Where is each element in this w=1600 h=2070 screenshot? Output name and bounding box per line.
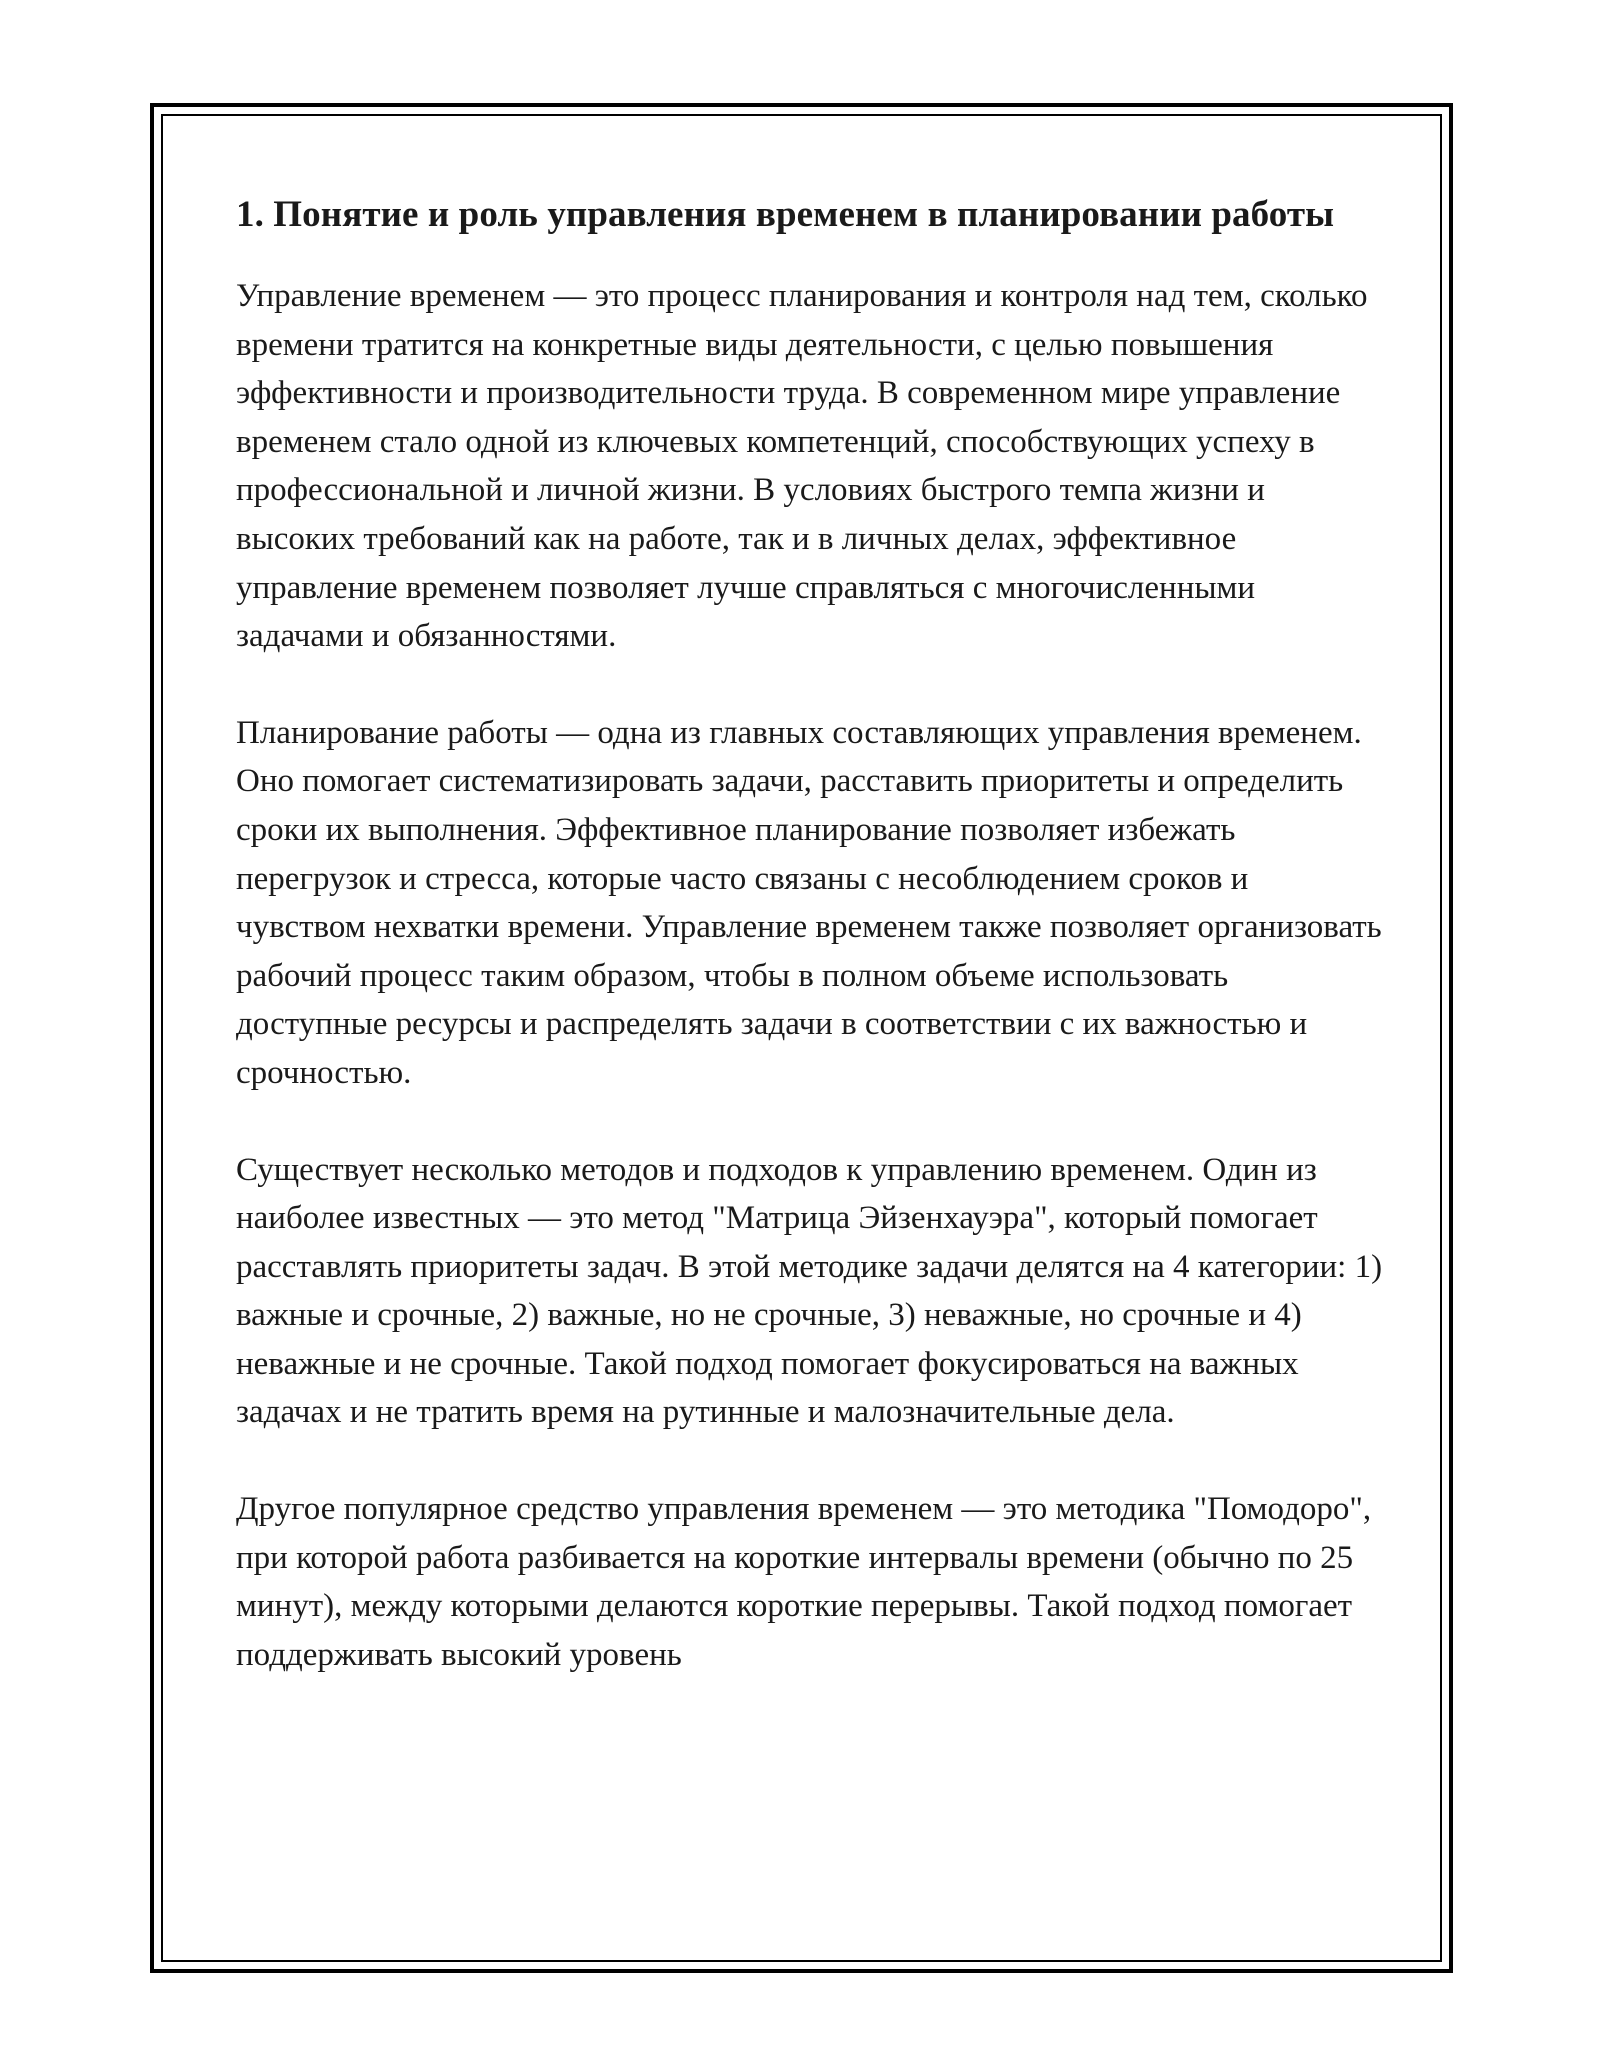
- paragraph-eisenhower-matrix: Существует несколько методов и подходов к управлению временем. Один из наиболее известных — это метод "Матрица Эйзенхауэра", который помогает расставлять приоритеты задач. В этой методике задачи делятся на 4 категории: 1) важные и срочные, 2) важные, но не срочные, 3) неважные, но срочные и 4) неважные и не срочные. Такой подход помогает фокусироваться на важных задачах и не тратить время на рутинные и малозначительные дела.: [236, 1151, 1383, 1431]
- section-heading: 1. Понятие и роль управления временем в планировании работы: [236, 194, 1335, 235]
- paragraph-work-planning: Планирование работы — одна из главных составляющих управления временем. Оно помогает систематизировать задачи, расставить приоритеты и определить сроки их выполнения. Эффективное планирование позволяет избежать перегрузок и стресса, которые часто связаны с несоблюдением сроков и чувством нехватки времени. Управление временем также позволяет организовать рабочий процесс таким образом, чтобы в полном объеме использовать доступные ресурсы и распределять задачи в соответствии с их важностью и срочностью.: [236, 714, 1382, 1091]
- document-body: [236, 180, 1386, 1727]
- paragraph-pomodoro: Другое популярное средство управления временем — это методика "Помодоро", при которой работа разбивается на короткие интервалы времени (обычно по 25 минут), между которыми делаются короткие перерывы. Такой подход помогает поддерживать высокий уровень: [236, 1491, 1372, 1673]
- paragraph-time-management-definition: Управление временем — это процесс планирования и контроля над тем, сколько времени тратится на конкретные виды деятельности, с целью повышения эффективности и производительности труда. В современном мире управление временем стало одной из ключевых компетенций, способствующих успеху в профессиональной и личной жизни. В условиях быстрого темпа жизни и высоких требований как на работе, так и в личных делах, эффективное управление временем позволяет лучше справляться с многочисленными задачами и обязанностями.: [236, 278, 1368, 655]
